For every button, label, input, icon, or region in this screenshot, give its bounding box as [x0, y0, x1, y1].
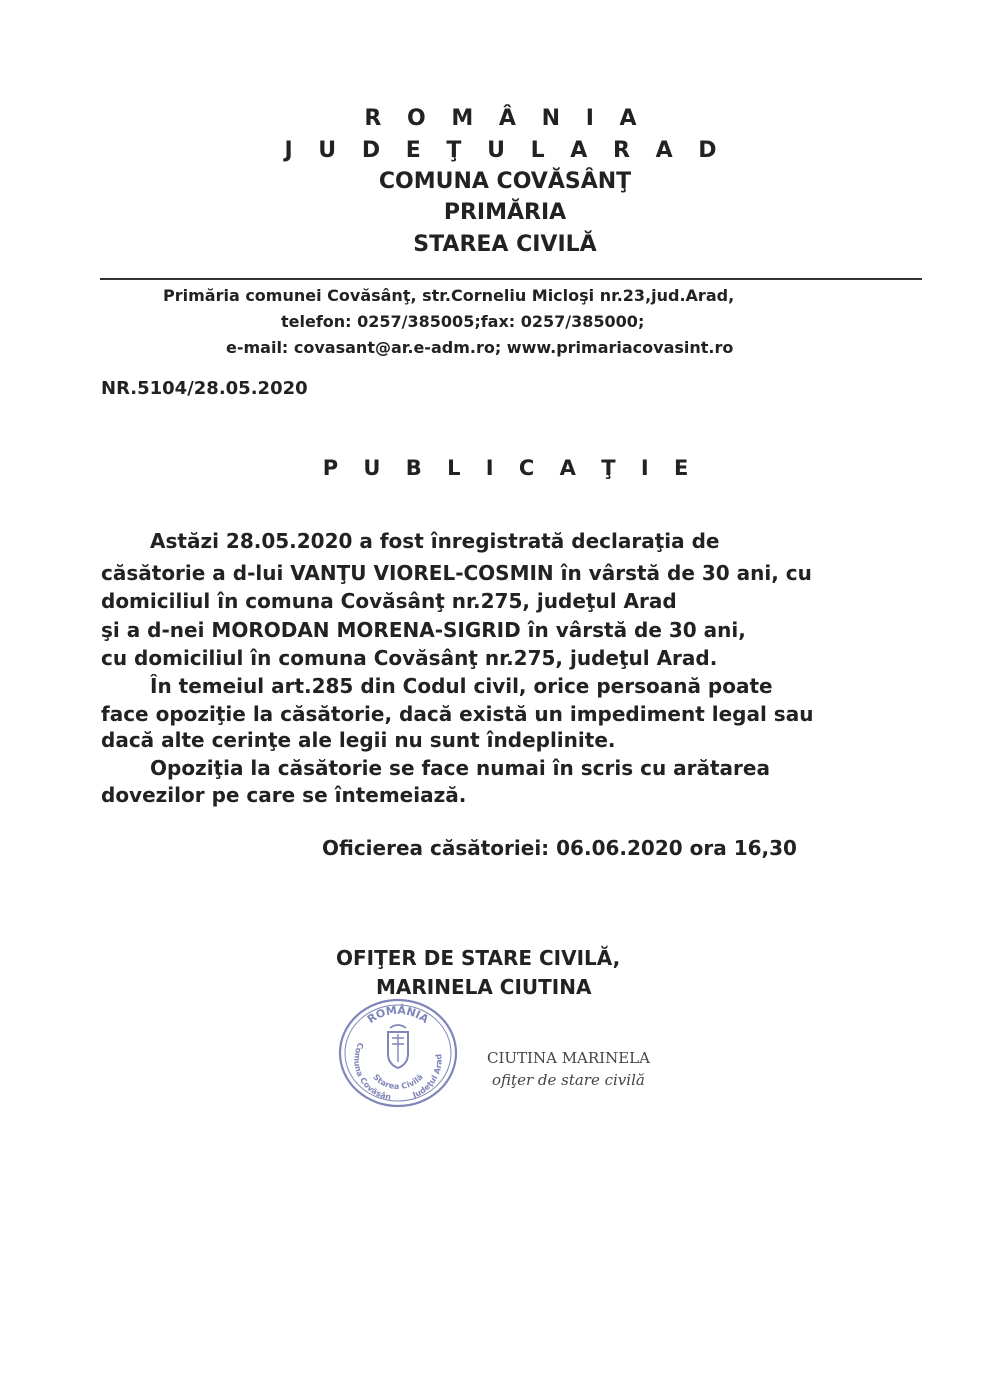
seal-text-bottom: Starea Civilă: [371, 1072, 425, 1092]
ceremony-date: Oficierea căsătoriei: 06.06.2020 ora 16,30: [322, 836, 797, 860]
header-commune: COMUNA COVĂSÂNŢ: [378, 169, 632, 194]
body-line: cu domiciliul în comuna Covăsânţ nr.275, judeţul Arad.: [101, 646, 718, 670]
body-line: Astăzi 28.05.2020 a fost înregistrată declaraţia de: [150, 529, 720, 553]
body-line: căsătorie a d-lui VANŢU VIOREL-COSMIN în vârstă de 30 ani, cu: [101, 561, 812, 585]
body-line: domiciliul în comuna Covăsânţ nr.275, judeţul Arad: [101, 589, 677, 613]
official-seal-icon: [336, 996, 460, 1110]
signer-role: ofiţer de stare civilă: [492, 1071, 645, 1089]
header-country: R O M Â N I A: [364, 106, 646, 131]
seal-text-top: ROMÂNIA: [364, 1003, 432, 1026]
contact-phones: telefon: 0257/385005;fax: 0257/385000;: [281, 312, 645, 331]
svg-text:ROMÂNIA: [365, 1004, 431, 1026]
officer-name: MARINELA CIUTINA: [376, 975, 592, 999]
header-county: J U D E Ţ U L A R A D: [284, 138, 726, 163]
body-line: În temeiul art.285 din Codul civil, orice persoană poate: [150, 674, 773, 698]
contact-web: e-mail: covasant@ar.e-adm.ro; www.primariacovasint.ro: [226, 338, 734, 357]
body-line: dovezilor pe care se întemeiază.: [101, 783, 467, 807]
body-line: face opoziţie la căsătorie, dacă există un impediment legal sau: [101, 702, 814, 726]
officer-title: OFIŢER DE STARE CIVILĂ,: [336, 946, 621, 970]
body-line: şi a d-nei MORODAN MORENA-SIGRID în vârstă de 30 ani,: [101, 618, 746, 642]
body-line: dacă alte cerinţe ale legii nu sunt îndeplinite.: [101, 728, 616, 752]
contact-address: Primăria comunei Covăsânţ, str.Corneliu Micloşi nr.23,jud.Arad,: [163, 286, 735, 305]
signer-name: CIUTINA MARINELA: [487, 1049, 650, 1067]
seal-text-right: Judeţul Arad: [411, 1053, 444, 1100]
header-institution: PRIMĂRIA: [443, 200, 567, 225]
seal-text-left: Comuna Covăsân: [352, 1041, 392, 1102]
document-title: P U B L I C A Ţ I E: [322, 456, 698, 480]
reference-number: NR.5104/28.05.2020: [101, 378, 308, 399]
body-line: Opoziţia la căsătorie se face numai în scris cu arătarea: [150, 756, 770, 780]
header-divider: [100, 278, 922, 280]
header-department: STAREA CIVILĂ: [413, 232, 597, 257]
svg-text:Starea Civilă: [371, 1073, 424, 1092]
